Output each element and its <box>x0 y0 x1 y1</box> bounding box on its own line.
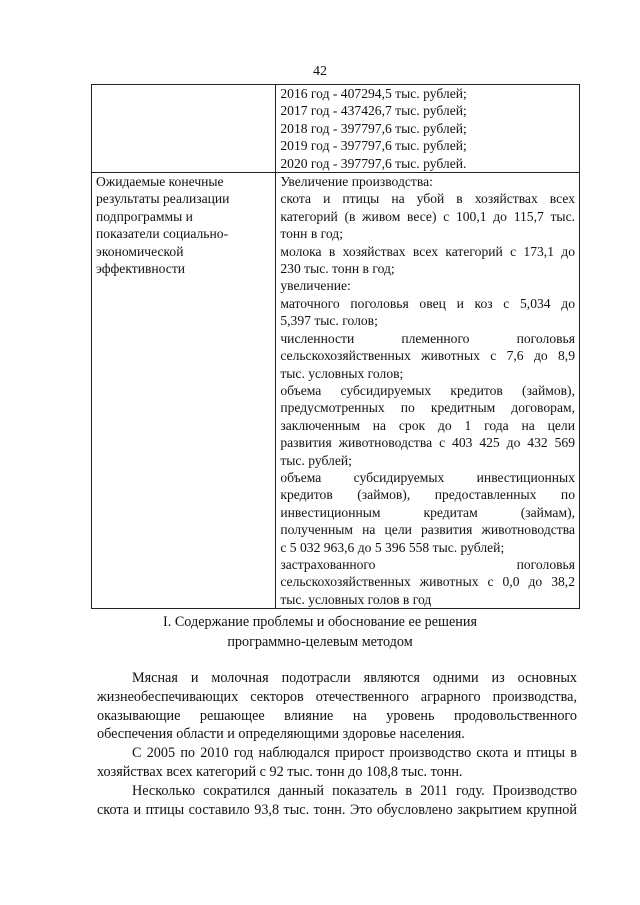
funding-label-cell <box>92 85 276 173</box>
results-line: заключенным на срок до 1 года на цели <box>280 417 575 433</box>
results-line: 230 тыс. тонн в год; <box>280 261 395 277</box>
funding-line: 2020 год - 397797,6 тыс. рублей. <box>280 155 467 171</box>
results-label-line: эффективности <box>96 261 186 277</box>
results-line: маточного поголовья овец и коз с 5,034 до <box>280 295 575 311</box>
body-line: С 2005 по 2010 год наблюдался прирост производство скота и птицы в <box>132 745 577 762</box>
results-line: 5,397 тыс. голов; <box>280 313 378 329</box>
results-line: сельскохозяйственных животных с 0,0 до 38,2 <box>280 574 575 590</box>
results-line: полученным на цели развития животноводства <box>280 522 575 538</box>
results-line: Увеличение производства: <box>280 174 433 190</box>
results-line: молока в хозяйствах всех категорий с 173,1 до <box>280 243 575 259</box>
funding-line: 2017 год - 437426,7 тыс. рублей; <box>280 103 467 119</box>
funding-row <box>92 85 580 173</box>
results-line: объема субсидируемых кредитов (займов), <box>280 382 575 398</box>
body-line: обеспечения области и определяющими здоровье населения. <box>97 726 465 743</box>
funding-line: 2019 год - 397797,6 тыс. рублей; <box>280 138 467 154</box>
section-title-line: программно-целевым методом <box>227 634 413 650</box>
results-line: увеличение: <box>280 278 351 294</box>
results-line: застрахованного поголовья <box>280 556 575 572</box>
results-line: тыс. условных голов в год <box>280 591 432 607</box>
body-line: хозяйствах всех категорий с 92 тыс. тонн до 108,8 тыс. тонн. <box>97 763 463 780</box>
body-line: жизнеобеспечивающих секторов отечественного аграрного производства, <box>97 688 577 705</box>
body-line: Несколько сократился данный показатель в 2011 году. Производство <box>132 782 577 799</box>
results-line: предусмотренных по кредитным договорам, <box>280 400 575 416</box>
results-line: инвестиционным кредитам (займам), <box>280 504 575 520</box>
body-text <box>97 669 577 819</box>
results-row <box>92 173 580 609</box>
funding-line: 2016 год - 407294,5 тыс. рублей; <box>280 86 467 101</box>
page-number: 42 <box>313 64 327 79</box>
results-label-line: показатели социально- <box>96 226 229 242</box>
funding-values-cell <box>276 85 580 173</box>
results-line: развития животноводства с 403 425 до 432 569 <box>280 435 575 451</box>
funding-line: 2018 год - 397797,6 тыс. рублей; <box>280 120 467 136</box>
results-label-line: Ожидаемые конечные <box>96 174 224 190</box>
section-title <box>0 612 640 652</box>
results-line: тыс. рублей; <box>280 452 352 468</box>
body-line: Мясная и молочная подотрасли являются одними из основных <box>132 670 577 686</box>
results-line: кредитов (займов), предоставленных по <box>280 487 575 503</box>
results-label-line: результаты реализации <box>96 191 230 207</box>
results-line: категорий (в живом весе) с 100,1 до 115,7 тыс. <box>280 208 575 224</box>
passport-table <box>91 84 580 609</box>
results-label-line: экономической <box>96 243 184 259</box>
body-line: скота и птицы составило 93,8 тыс. тонн. Это обусловлено закрытием крупной <box>97 801 577 818</box>
section-title-line: I. Содержание проблемы и обоснование ее решения <box>163 614 477 630</box>
results-line: сельскохозяйственных животных с 7,6 до 8,9 <box>280 348 575 364</box>
body-line: оказывающие решающее влияние на уровень продовольственного <box>97 707 577 724</box>
results-line: с 5 032 963,6 до 5 396 558 тыс. рублей; <box>280 539 505 555</box>
results-line: скота и птицы на убой в хозяйствах всех <box>280 191 575 207</box>
results-line: объема субсидируемых инвестиционных <box>280 469 575 485</box>
results-line: тыс. условных голов; <box>280 365 404 381</box>
results-values-cell <box>276 173 580 609</box>
results-line: численности племенного поголовья <box>280 330 575 346</box>
results-label-line: подпрограммы и <box>96 208 193 224</box>
results-label-cell <box>92 173 276 609</box>
results-line: тонн в год; <box>280 226 344 242</box>
